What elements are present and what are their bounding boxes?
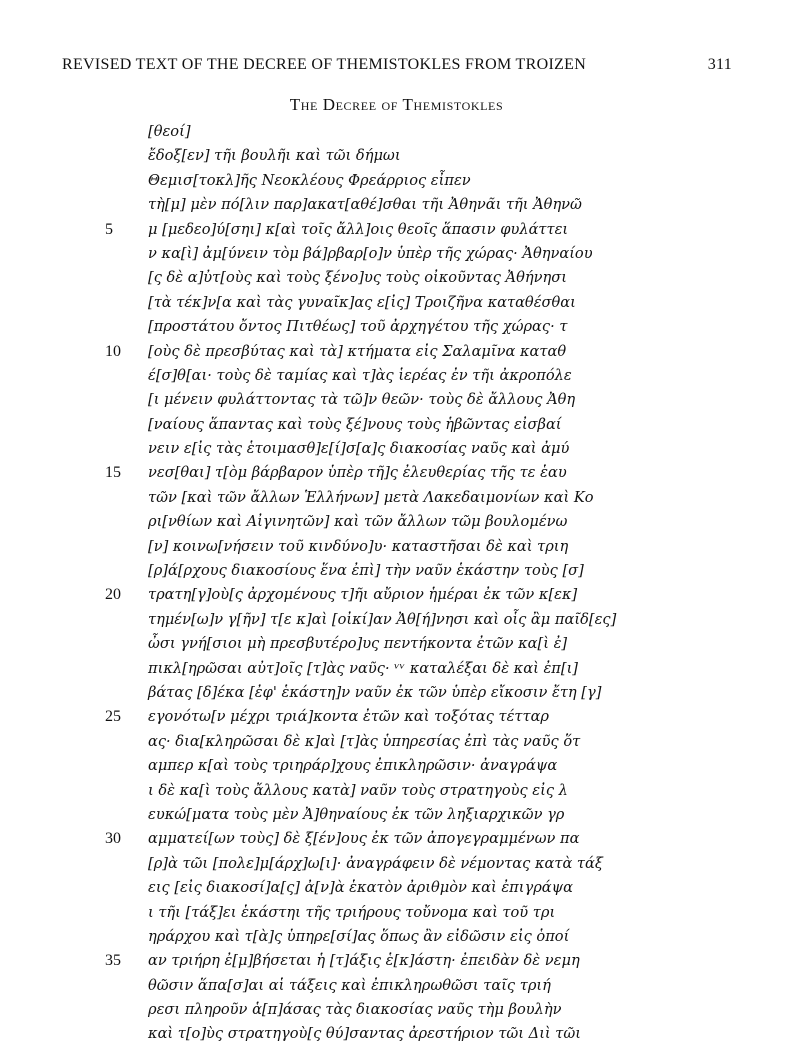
line-text: ρεσι πληροῦν ἁ[π]άσας τὰς διακοσίας ναῦς τὴμ βουλὴν bbox=[148, 1001, 562, 1019]
line-text: ηράρχου καὶ τ[ὰ]ς ὑπηρε[σί]ας ὅπως ἂν εἰδῶσιν εἰς ὁποί bbox=[148, 927, 570, 945]
inscription-line bbox=[148, 144, 628, 168]
line-number: 25 bbox=[105, 708, 121, 726]
line-text: νειν ε[ἰς τὰς ἑτοιμασθ]ε[ί]σ[α]ς διακοσίας ναῦς καὶ ἀμύ bbox=[148, 440, 570, 458]
line-text: Θεμισ[τοκλ]ῆς Νεοκλέους Φρεάρριος εἶπεν bbox=[148, 171, 471, 189]
inscription-line bbox=[105, 583, 628, 607]
line-text: έ[σ]θ[αι· τοὺς δὲ ταμίας καὶ τ]ὰς ἱερέας ἐν τῆι ἀκροπόλε bbox=[148, 366, 572, 384]
inscription-line bbox=[148, 657, 628, 681]
line-number: 20 bbox=[105, 586, 121, 604]
inscription-line bbox=[148, 559, 628, 583]
inscription-line bbox=[148, 1022, 628, 1046]
line-text: [ρ]ά[ρχους διακοσίους ἕνα ἐπὶ] τὴν ναῦν ἑκάστην τοὺς [σ] bbox=[148, 562, 584, 580]
inscription-line bbox=[105, 340, 628, 364]
line-number: 35 bbox=[105, 952, 121, 970]
inscription-line bbox=[148, 779, 628, 803]
inscription-line bbox=[148, 852, 628, 876]
line-text: τημέν[ω]ν γ[ῆν] τ[ε κ]αὶ [οἰκί]αν Ἀθ[ή]νησι καὶ οἷς ἂμ παῖδ[ες] bbox=[148, 610, 617, 628]
inscription-text bbox=[105, 120, 628, 1047]
line-text: ν κα[ὶ] ἀμ[ύνειν τὸμ βά]ρβαρ[ο]ν ὑπὲρ τῆς χώρας· Ἀθηναίου bbox=[148, 244, 593, 262]
inscription-line bbox=[148, 413, 628, 437]
line-text: βάτας [δ]έκα [ἐφ' ἑκάστη]ν ναῦν ἐκ τῶν ὑπὲρ εἴκοσιν ἔτη [γ] bbox=[148, 683, 602, 701]
line-text: αν τριήρη ἐ[μ]βήσεται ἡ [τ]άξις ἑ[κ]άστη· ἐπειδὰν δὲ νεμη bbox=[148, 952, 580, 970]
inscription-line bbox=[148, 925, 628, 949]
line-text: μ [μεδεο]ύ[σηι] κ[αὶ τοῖς ἄλλ]οις θεοῖς ἅπασιν φυλάττει bbox=[148, 220, 569, 238]
inscription-line bbox=[148, 901, 628, 925]
inscription-line bbox=[148, 681, 628, 705]
line-text: θῶσιν ἅπα[σ]αι αἱ τάξεις καὶ ἐπικληρωθῶσι ταῖς τριή bbox=[148, 976, 551, 994]
line-text: ευκώ[ματα τοὺς μὲν Ἀ]θηναίους ἐκ τῶν ληξιαρχικῶν γρ bbox=[148, 805, 565, 823]
line-number: 10 bbox=[105, 342, 121, 360]
line-text: καὶ τ[ο]ὺς στρατηγοὺ[ς θύ]σαντας ἀρεστήριον τῶι Διὶ τῶι bbox=[148, 1025, 581, 1043]
line-text: ρι[νθίων καὶ Αἰγινητῶν] καὶ τῶν ἄλλων τῶμ βουλομένω bbox=[148, 513, 568, 531]
inscription-line bbox=[148, 291, 628, 315]
line-text: [ρ]ὰ τῶι [πολε]μ[άρχ]ω[ι]· ἀναγράφειν δὲ νέμοντας κατὰ τάξ bbox=[148, 854, 603, 872]
inscription-line bbox=[148, 120, 628, 144]
line-text: αμματεί[ων τοὺς] δὲ ξ[έν]ους ἐκ τῶν ἀπογεγραμμένων πα bbox=[148, 830, 580, 848]
inscription-line bbox=[148, 169, 628, 193]
inscription-line bbox=[148, 998, 628, 1022]
line-text: [ν] κοινω[νήσειν τοῦ κινδύνο]υ· καταστῆσαι δὲ καὶ τριη bbox=[148, 537, 569, 555]
inscription-line bbox=[148, 437, 628, 461]
line-text: [προστάτου ὄντος Πιτθέως] τοῦ ἀρχηγέτου τῆς χώρας· τ bbox=[148, 318, 568, 336]
line-text: τῶν [καὶ τῶν ἄλλων Ἑλλήνων] μετὰ Λακεδαιμονίων καὶ Κο bbox=[148, 488, 594, 506]
line-text: τρατη[γ]οὺ[ς ἀρχομένους τ]ῆι αὔριον ἡμέραι ἐκ τῶν κ[εκ] bbox=[148, 586, 578, 604]
inscription-line bbox=[105, 705, 628, 729]
inscription-line bbox=[148, 510, 628, 534]
inscription-line bbox=[148, 315, 628, 339]
line-text: ὦσι γνή[σιοι μὴ πρεσβυτέρο]υς πεντήκοντα ἐτῶν κα[ὶ ἐ] bbox=[148, 635, 568, 653]
line-text: [ναίους ἅπαντας καὶ τοὺς ξέ]νους τοὺς ἡβῶντας εἰσβαί bbox=[148, 415, 562, 433]
line-text: εις [εἰς διακοσί]α[ς] ἀ[ν]ὰ ἑκατὸν ἀριθμὸν καὶ ἐπιγράψα bbox=[148, 879, 573, 897]
line-number: 5 bbox=[105, 220, 113, 238]
inscription-line bbox=[148, 266, 628, 290]
inscription-line bbox=[148, 242, 628, 266]
line-text: τὴ[μ] μὲν πό[λιν παρ]ακατ[αθέ]σθαι τῆι Ἀθηνᾶι τῆι Ἀθηνῶ bbox=[148, 196, 582, 214]
inscription-line bbox=[148, 730, 628, 754]
line-text: [τὰ τέκ]ν[α καὶ τὰς γυναῖκ]ας ε[ἰς] Τροιζῆνα καταθέσθαι bbox=[148, 293, 576, 311]
inscription-line bbox=[105, 461, 628, 485]
inscription-line bbox=[148, 535, 628, 559]
line-text: πικλ[ηρῶσαι αὐτ]οῖς [τ]ὰς ναῦς· ᵛᵛ καταλέξαι δὲ καὶ ἐπ[ι] bbox=[148, 659, 578, 677]
page-number: 311 bbox=[707, 56, 732, 73]
inscription-line bbox=[105, 949, 628, 973]
line-text: ας· δια[κληρῶσαι δὲ κ]αὶ [τ]ὰς ὑπηρεσίας ἐπὶ τὰς ναῦς ὅτ bbox=[148, 732, 581, 750]
running-title: REVISED TEXT OF THE DECREE OF THEMISTOKLES FROM TROIZEN bbox=[62, 56, 587, 73]
line-number: 15 bbox=[105, 464, 121, 482]
line-text: νεσ[θαι] τ[ὸμ βάρβαρον ὑπὲρ τῆ]ς ἐλευθερίας τῆς τε ἑαυ bbox=[148, 464, 567, 482]
line-text: ι τῆι [τάξ]ει ἑκάστηι τῆς τριήρους τοὔνομα καὶ τοῦ τρι bbox=[148, 903, 556, 921]
inscription-line bbox=[148, 608, 628, 632]
inscription-line bbox=[148, 632, 628, 656]
line-text: ι δὲ κα[ὶ τοὺς ἄλλους κατὰ] ναῦν τοὺς στρατηγοὺς εἰς λ bbox=[148, 781, 568, 799]
line-text: [ι μένειν φυλάττοντας τὰ τῶ]ν θεῶν· τοὺς δὲ ἄλλους Ἀθη bbox=[148, 391, 576, 409]
line-number: 30 bbox=[105, 830, 121, 848]
line-text: ἔδοξ[εν] τῆι βουλῆι καὶ τῶι δήμωι bbox=[148, 147, 401, 165]
inscription-line bbox=[148, 803, 628, 827]
line-text: [οὺς δὲ πρεσβύτας καὶ τὰ] κτήματα εἰς Σαλαμῖνα καταθ bbox=[148, 342, 567, 360]
inscription-line bbox=[105, 218, 628, 242]
inscription-line bbox=[148, 876, 628, 900]
inscription-line bbox=[148, 193, 628, 217]
inscription-line bbox=[148, 364, 628, 388]
inscription-line bbox=[148, 754, 628, 778]
inscription-line bbox=[148, 388, 628, 412]
line-text: εγονότω[ν μέχρι τριά]κοντα ἐτῶν καὶ τοξότας τέτταρ bbox=[148, 708, 550, 726]
line-text: [θεοί] bbox=[148, 123, 191, 140]
line-text: [ς δὲ α]ὐτ[οὺς καὶ τοὺς ξένο]υς τοὺς οἰκοῦντας Ἀθήνησι bbox=[148, 269, 567, 287]
line-text: αμπερ κ[αὶ τοὺς τριηράρ]χους ἐπικληρῶσιν· ἀναγράψα bbox=[148, 757, 558, 775]
inscription-line bbox=[148, 974, 628, 998]
section-title: The Decree of Themistokles bbox=[289, 95, 504, 114]
inscription-line bbox=[105, 827, 628, 851]
inscription-line bbox=[148, 486, 628, 510]
